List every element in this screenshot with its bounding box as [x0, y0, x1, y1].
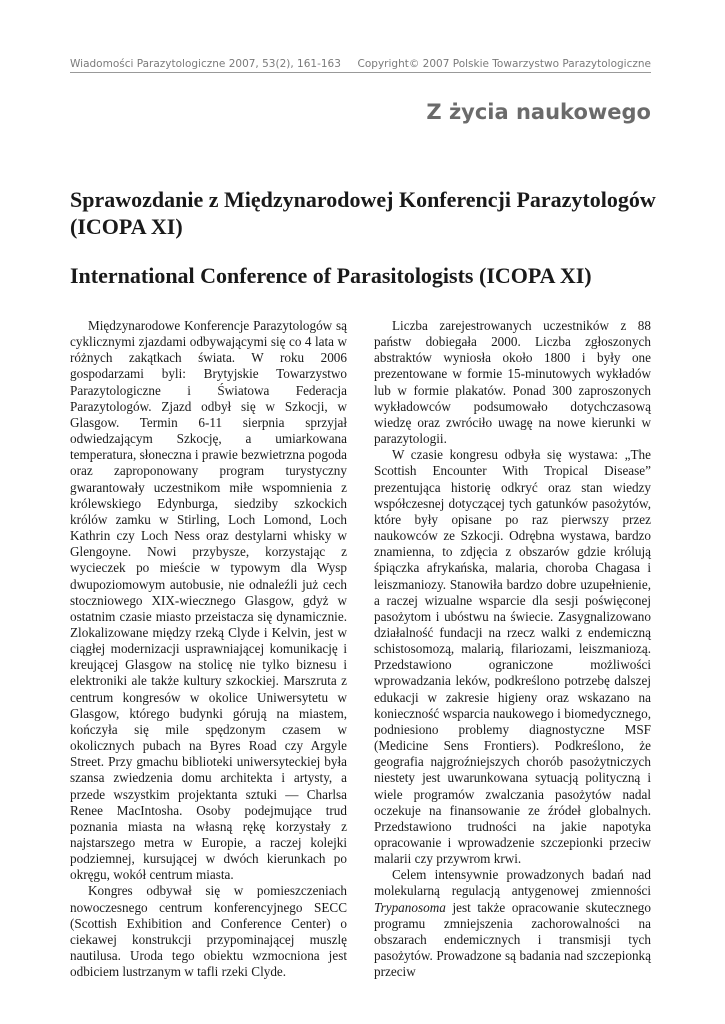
article-title-polish: Sprawozdanie z Międzynarodowej Konferencji Parazytologów (ICOPA XI) [70, 187, 656, 239]
section-title: Z życia naukowego [426, 100, 651, 124]
text-column-right [374, 318, 651, 980]
copyright-notice: Copyright© 2007 Polskie Towarzystwo Parazytologiczne [357, 58, 651, 70]
paragraph: Kongres odbywał się w pomieszczeniach nowoczesnego centrum konferencyjnego SECC (Scottish Exhibition and Conference Center) o ciekawej konstrukcji przypominającej muszlę nautilusa. Uroda tego obiektu wzmocniona jest odbiciem lustrzanym w tafli rzeki Clyde. [70, 883, 347, 980]
paragraph: Liczba zarejestrowanych uczestników z 88 państw dobiegała 2000. Liczba zgłoszonych abstraktów wyniosła około 1800 i były one prezentowane w formie 15-minutowych wykładów lub w formie plakatów. Ponad 300 zaproszonych wykładowców podsumowało dotychczasową wiedzę oraz zwróciło uwagę na nowe kierunki w parazytologii. [374, 318, 651, 447]
text-run: Celem intensywnie prowadzonych badań nad molekularną regulacją antygenowej zmienności [374, 867, 651, 899]
paragraph: W czasie kongresu odbyła się wystawa: „The Scottish Encounter With Tropical Disease” prezentująca historię odkryć oraz stan wiedzy współczesnej dotyczącej tych gatunków pasożytów, które były opisane po raz pierwszy przez naukowców ze Szkocji. Odrębna wystawa, bardzo znamienna, to zdjęcia z obszarów gdzie królują śpiączka afrykańska, malaria, choroba Chagasa i leiszmaniozy. Stanowiła bardzo dobre uzupełnienie, a raczej wizualne wsparcie dla sesji poświęconej pasożytom i ubóstwu na świecie. Zasygnalizowano działalność fundacji na rzecz walki z endemiczną schistosomozą, malarią, filariozami, leiszmaniozą. Przedstawiono ograniczone możliwości wprowadzania leków, podkreślono potrzebę dalszej edukacji w zakresie higieny oraz wskazano na konieczność wsparcia naukowego i biomedycznego, podniesiono problemy diagnostyczne MSF (Medicine Sens Frontiers). Podkreślono, że geografia najgroźniejszych chorób pasożytniczych niestety jest uwarunkowana sytuacją polityczną i wiele programów zwalczania pasożytów nadal oczekuje na finansowanie ze źródeł globalnych. Przedstawiono trudności na jakie napotyka opracowanie i wprowadzenie szczepionki przeciw malarii czy przywrom krwi. [374, 447, 651, 867]
running-header [70, 58, 651, 73]
paragraph: Międzynarodowe Konferencje Parazytologów są cyklicznymi zjazdami odbywającymi się co 4 lata w różnych zakątkach świata. W roku 2006 gospodarzami byli: Brytyjskie Towarzystwo Parazytologiczne i Światowa Federacja Parazytologów. Zjazd odbył się w Szkocji, w Glasgow. Termin 6-11 sierpnia sprzyjał odwiedzającym Szkocję, a umiarkowana temperatura, słoneczna i prawie bezwietrzna pogoda oraz zaproponowany program turystyczny gwarantowały uczestnikom miłe wspomnienia z królewskiego Edynburga, siedziby szkockich królów zamku w Stirling, Loch Lomond, Loch Kathrin czy Loch Ness oraz destylarni whisky w Glengoyne. Nowi przybysze, korzystając z wycieczek po mieście w typowym dla Wysp dwupoziomowym autobusie, nie odnaleźli już cech stoczniowego XIX-wiecznego Glasgow, gdyż w ostatnim czasie miasto przeistacza się dynamicznie. Zlokalizowane między rzeką Clyde i Kelvin, jest w ciągłej modernizacji usprawniającej komunikację i kreującej Glasgow na stolicę nie tylko biznesu i elektroniki ale także kultury szkockiej. Marszruta z centrum kongresów w okolice Uniwersytetu w Glasgow, którego budynki górują na miastem, kończyła się mile spędzonym czasem w okolicznych pubach na Byres Road czy Argyle Street. Przy gmachu biblioteki uniwersyteckiej była szansa zwiedzenia domu architekta i artysty, a przede wszystkim projektanta sztuki — Charlsa Renee MacIntosha. Osoby podejmujące trud poznania miasta na własną rękę korzystały z najstarszego metra w Europie, a raczej kolejki podziemnej, kursującej w dwóch kierunkach po okręgu, wokół centrum miasta. [70, 318, 347, 883]
text-run: jest także opracowanie skutecznego programu zmniejszenia zachorowalności na obszarach endemicznych i transmisji tych pasożytów. Prowadzone są badania nad szczepionką przeciw [374, 899, 651, 980]
text-column-left [70, 318, 347, 980]
journal-citation: Wiadomości Parazytologiczne 2007, 53(2), 161-163 [70, 58, 341, 70]
genus-name: Trypanosoma [374, 899, 446, 915]
article-title-english: International Conference of Parasitologists (ICOPA XI) [70, 263, 592, 288]
paragraph [374, 867, 651, 980]
